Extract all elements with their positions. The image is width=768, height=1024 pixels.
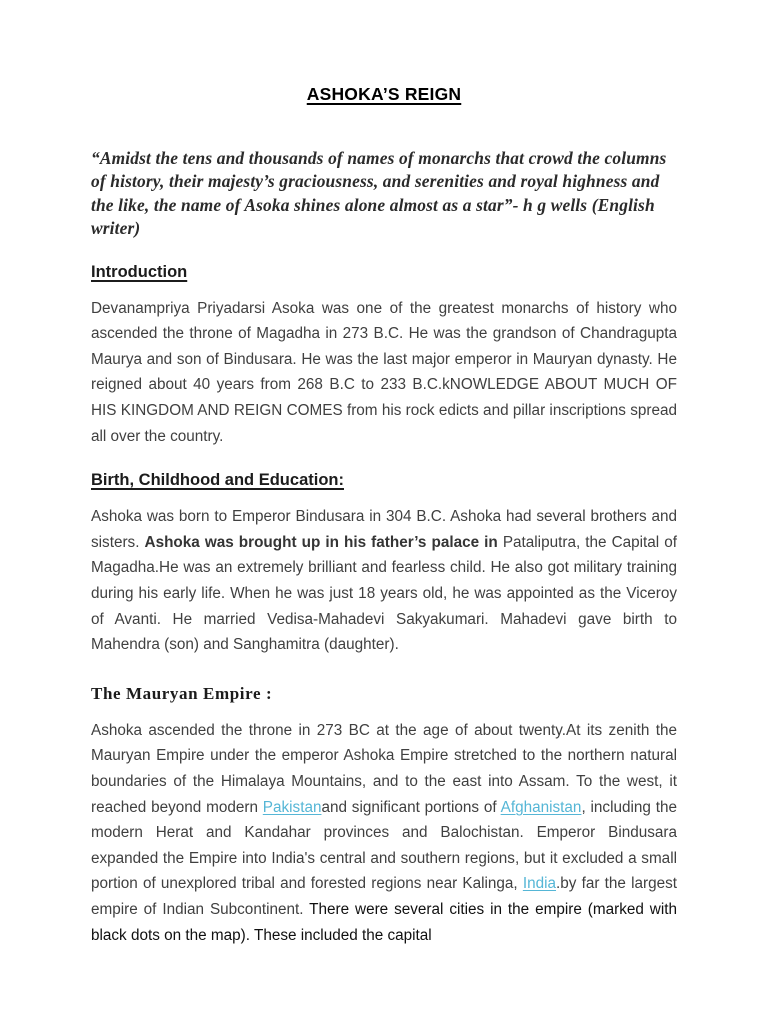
mauryan-text-4: .by far the largest empire of Indian Subcontinent. xyxy=(91,875,677,918)
heading-birth-childhood-education-text: Birth, Childhood and Education: xyxy=(91,471,344,490)
mauryan-text-5: There were several cities in the empire (marked with black dots on the map). These included the capital xyxy=(91,900,677,944)
mauryan-text-3: , including the modern Herat and Kandahar provinces and Balochistan. Emperor Bindusara expanded the Empire into India's central and southern regions, but it excluded a small portion of unexplored tribal and forested regions near Kalinga, xyxy=(91,798,677,893)
heading-birth-childhood-education xyxy=(91,449,677,490)
link-afghanistan[interactable]: Afghanistan xyxy=(500,798,582,816)
paragraph-introduction: Devanampriya Priyadarsi Asoka was one of the greatest monarchs of history who ascended the throne of Magadha in 273 B.C. He was the grandson of Chandragupta Maurya and son of Bindusara. He was the last major emperor in Mauryan dynasty. He reigned about 40 years from 268 B.C to 233 B.C.kNOWLEDGE ABOUT MUCH OF HIS KINGDOM AND REIGN COMES from his rock edicts and pillar inscriptions spread all over the country. xyxy=(91,299,677,445)
birth-bold-phrase: Ashoka was brought up in his father’s palace in xyxy=(144,533,498,551)
page-title-text: ASHOKA’S REIGN xyxy=(306,84,462,104)
link-india[interactable]: India xyxy=(522,875,557,893)
paragraph-birth-childhood-education xyxy=(91,490,677,658)
mauryan-text-2: and significant portions of xyxy=(321,798,501,816)
document-content xyxy=(91,0,677,948)
heading-mauryan-empire: The Mauryan Empire : xyxy=(91,683,273,703)
page-title xyxy=(91,0,677,105)
heading-introduction-text: Introduction xyxy=(91,262,188,281)
paragraph-mauryan-empire xyxy=(91,704,677,948)
link-pakistan[interactable]: Pakistan xyxy=(262,798,322,816)
birth-text-after-bold: Pataliputra, the Capital of Magadha.He was an extremely brilliant and fearless child. He also got military training during his early life. When he was just 18 years old, he was appointed as the Viceroy of Avanti. He married Vedisa-Mahadevi Sakyakumari. Mahadevi gave birth to Mahendra (son) and Sanghamitra (daughter). xyxy=(91,533,678,654)
heading-introduction xyxy=(91,241,677,282)
birth-text-before-bold: Ashoka was born to Emperor Bindusara in 304 B.C. Ashoka had several brothers and sisters. xyxy=(91,508,677,551)
epigraph-quote: “Amidst the tens and thousands of names of monarchs that crowd the columns of history, their majesty’s graciousness, and serenities and royal highness and the like, the name of Asoka shines alone almost as a star”- h g wells (English writer) xyxy=(91,148,667,239)
mauryan-text-1: Ashoka ascended the throne in 273 BC at the age of about twenty.At its zenith the Mauryan Empire under the emperor Ashoka Empire stretched to the northern natural boundaries of the Himalaya Mountains, and to the east into Assam. To the west, it reached beyond modern xyxy=(91,721,677,816)
